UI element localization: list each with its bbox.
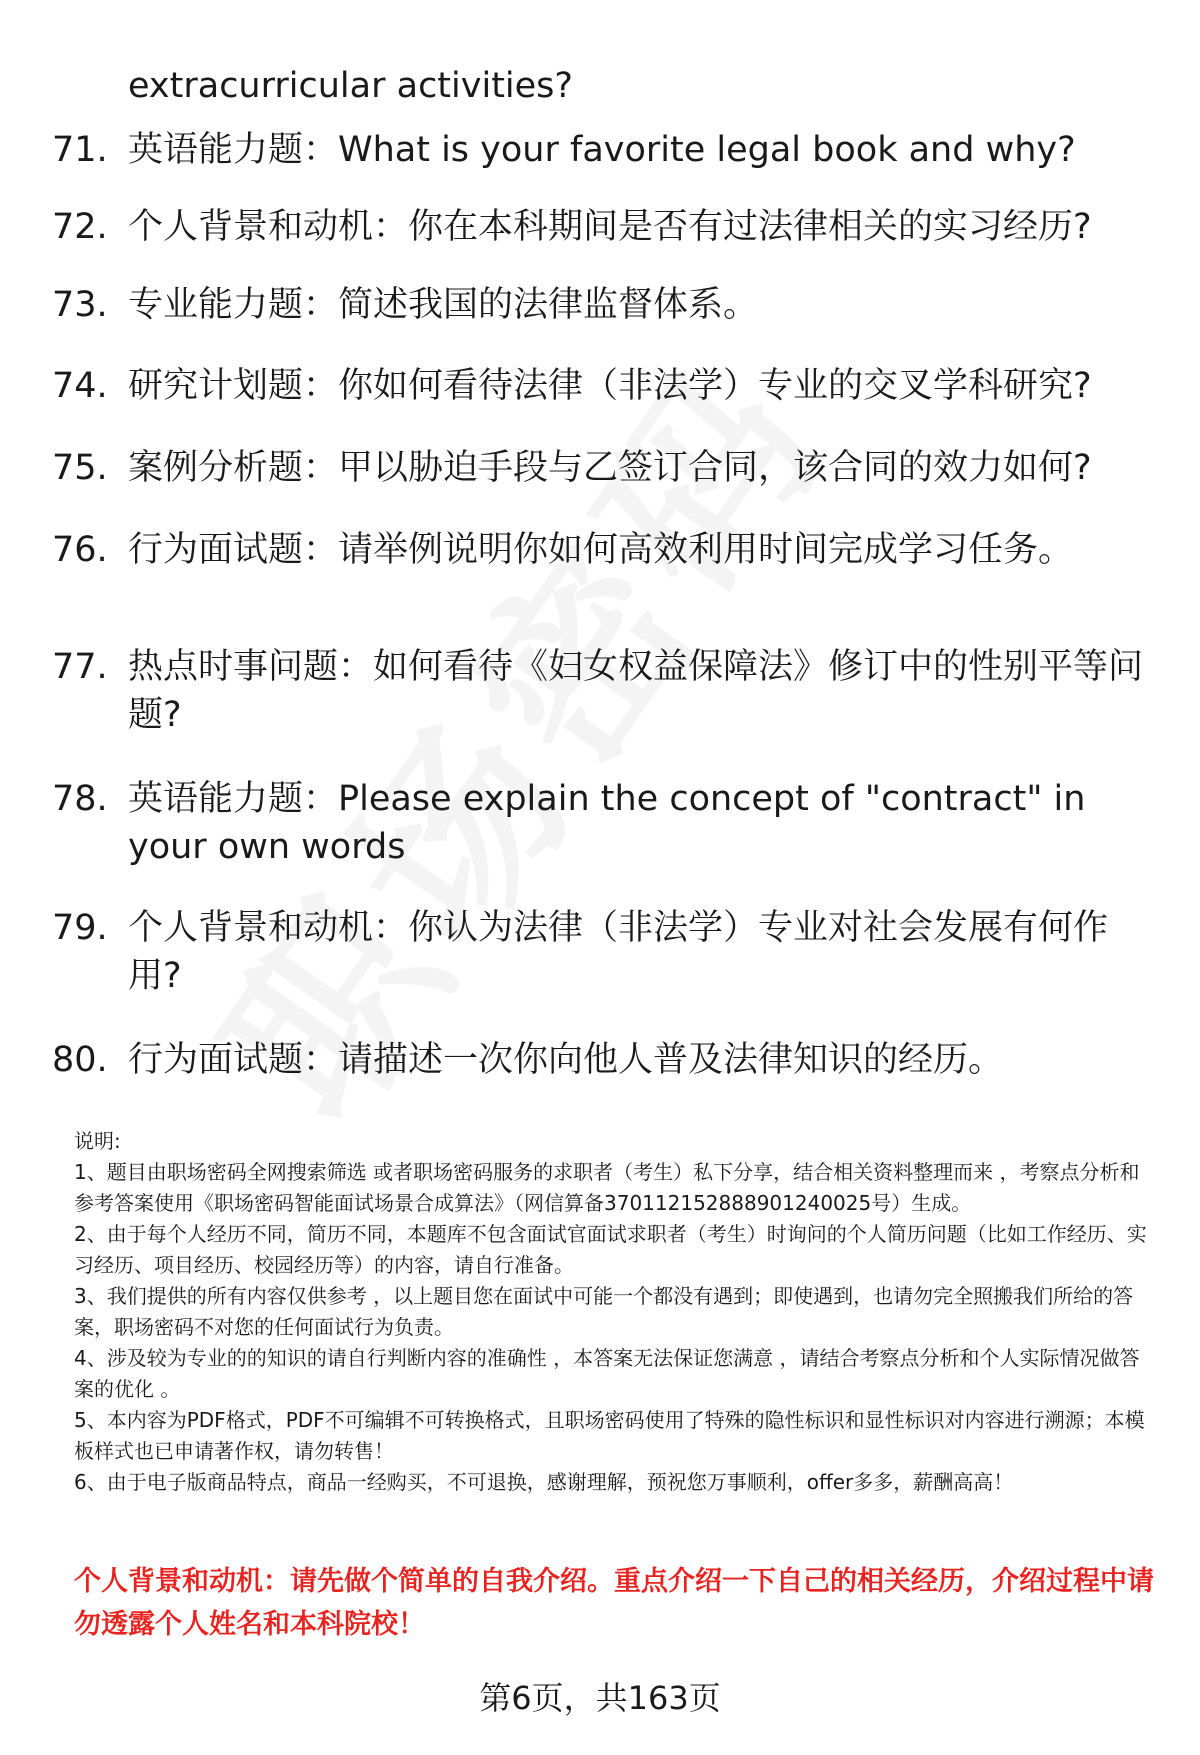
- question-text: 研究计划题：你如何看待法律（非法学）专业的交叉学科研究?: [128, 366, 1092, 406]
- note-item: 2、由于每个人经历不同，简历不同，本题库不包含面试官面试求职者（考生）时询问的个人简历问题（比如工作经历、实习经历、项目经历、校园经历等）的内容，请自行准备。: [74, 1222, 1147, 1277]
- note-item: 4、涉及较为专业的的知识的请自行判断内容的准确性 ，本答案无法保证您满意 ，请结合考察点分析和个人实际情况做答案的优化 。: [74, 1346, 1140, 1401]
- notes-section: [74, 1126, 1154, 1498]
- note-item: 3、我们提供的所有内容仅供参考 ，以上题目您在面试中可能一个都没有遇到；即使遇到，也请勿完全照搬我们所给的答案，职场密码不对您的任何面试行为负责。: [74, 1284, 1134, 1339]
- note-item: 5、本内容为PDF格式，PDF不可编辑不可转换格式，且职场密码使用了特殊的隐性标识和显性标识对内容进行溯源；本模板样式也已申请著作权，请勿转售！: [74, 1408, 1145, 1463]
- question-continuation: extracurricular activities?: [128, 66, 573, 106]
- notes-title: 说明:: [74, 1129, 121, 1153]
- question-text: 行为面试题：请描述一次你向他人普及法律知识的经历。: [128, 1040, 1004, 1080]
- question-number: 79.: [52, 908, 108, 948]
- question-number: 76.: [52, 530, 108, 570]
- question-number: 73.: [52, 285, 108, 325]
- question-text: 热点时事问题：如何看待《妇女权益保障法》修订中的性别平等问题?: [128, 647, 1144, 735]
- question-number: 78.: [52, 779, 108, 819]
- question-number: 72.: [52, 207, 108, 247]
- question-text: 个人背景和动机：你在本科期间是否有过法律相关的实习经历?: [128, 207, 1092, 247]
- question-number: 75.: [52, 448, 108, 488]
- question-text: 行为面试题：请举例说明你如何高效利用时间完成学习任务。: [128, 530, 1074, 570]
- question-text: 英语能力题：What is your favorite legal book and why?: [128, 130, 1076, 170]
- question-number: 80.: [52, 1040, 108, 1080]
- question-text: 英语能力题：Please explain the concept of "contract" in your own words: [128, 779, 1086, 867]
- note-item: 1、题目由职场密码全网搜索筛选 或者职场密码服务的求职者（考生）私下分享，结合相关资料整理而来 ，考察点分析和参考答案使用《职场密码智能面试场景合成算法》（网信算备370112152888901240025号）生成。: [74, 1160, 1140, 1215]
- note-item: 6、由于电子版商品特点，商品一经购买，不可退换，感谢理解，预祝您万事顺利，offer多多，薪酬高高！: [74, 1470, 1014, 1494]
- question-text: 案例分析题：甲以胁迫手段与乙签订合同，该合同的效力如何?: [128, 448, 1092, 488]
- question-text: 个人背景和动机：你认为法律（非法学）专业对社会发展有何作用?: [128, 908, 1109, 996]
- highlight-question: 个人背景和动机：请先做个简单的自我介绍。重点介绍一下自己的相关经历，介绍过程中请勿透露个人姓名和本科院校！: [74, 1566, 1154, 1640]
- question-text: 专业能力题：简述我国的法律监督体系。: [128, 285, 759, 325]
- page-number: 第6页，共163页: [479, 1679, 721, 1717]
- question-number: 71.: [52, 130, 108, 170]
- question-number: 74.: [52, 366, 108, 406]
- question-number: 77.: [52, 647, 108, 687]
